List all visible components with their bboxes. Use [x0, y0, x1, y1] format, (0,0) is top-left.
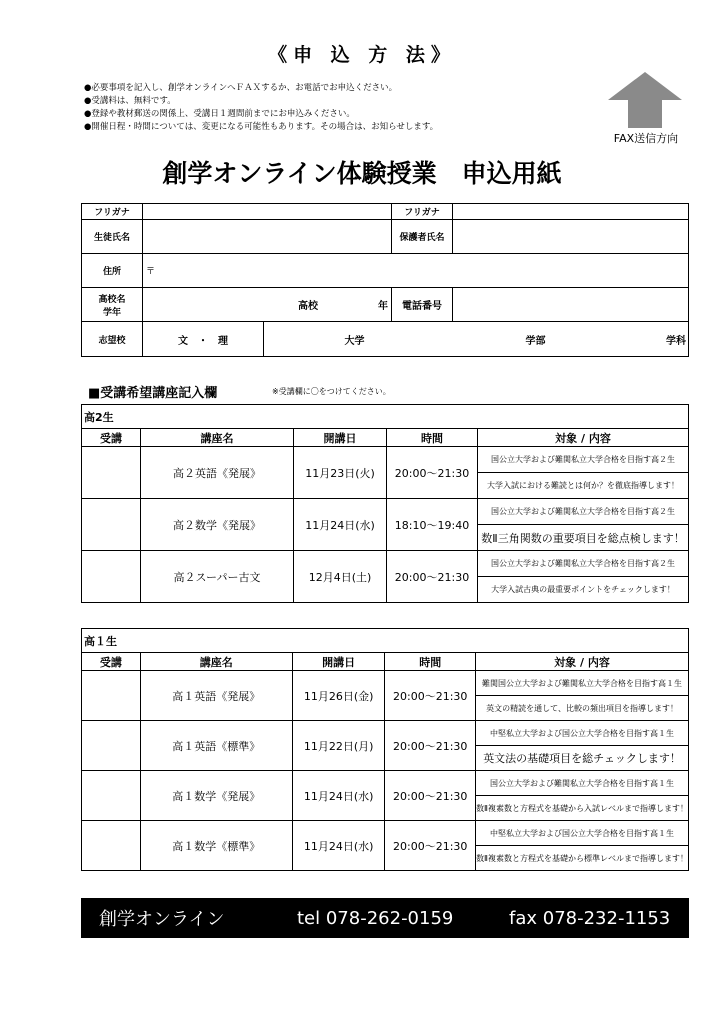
course-section-note: ※受講欄に〇をつけてください。 — [272, 387, 391, 396]
guardian-name-field[interactable] — [453, 220, 689, 254]
fax-direction-label: FAX送信方向 — [613, 132, 679, 145]
course-time: 20:00～21:30 — [385, 771, 476, 821]
course-time: 20:00～21:30 — [385, 721, 476, 771]
high-school-text: 高校 — [298, 301, 318, 312]
course-name: 高２数学《発展》 — [141, 499, 294, 551]
course-content: 数Ⅱ三角関数の重要項目を総点検します！ — [478, 525, 689, 551]
course-date: 11月26日(金) — [292, 671, 385, 721]
attend-checkbox[interactable] — [82, 671, 141, 721]
course-time: 20:00～21:30 — [385, 671, 476, 721]
course-name: 高２スーパー古文 — [141, 551, 294, 603]
instruction-line: ●登録や教材郵送の関係上、受講日１週間前までにお申込みください。 — [84, 109, 355, 119]
course-content: 数Ⅱ複素数と方程式を基礎から標準レベルまで指導します！ — [476, 846, 689, 871]
course-name: 高１英語《標準》 — [140, 721, 292, 771]
table-row — [82, 771, 689, 796]
instruction-line: ●開催日程・時間については、変更になる可能性もあります。その場合は、お知らせします。 — [84, 122, 439, 132]
course-date: 12月4日(土) — [294, 551, 387, 603]
col-date: 開講日 — [292, 653, 385, 671]
course-target: 難関国公立大学および難関私立大学合格を目指す高１生 — [476, 671, 689, 696]
course-target: 国公立大学および難関私立大学合格を目指す高２生 — [478, 499, 689, 525]
student-furigana-field[interactable] — [143, 204, 392, 220]
course-name: 高１数学《標準》 — [140, 821, 292, 871]
course-date: 11月24日(水) — [294, 499, 387, 551]
course-content: 英文の精読を通して、比較の頻出項目を指導します！ — [476, 696, 689, 721]
course-content: 大学入試古典の最重要ポイントをチェックします！ — [478, 577, 689, 603]
course-date: 11月24日(水) — [292, 771, 385, 821]
attend-checkbox[interactable] — [82, 721, 141, 771]
table-row — [82, 447, 689, 473]
col-attend: 受講 — [82, 653, 141, 671]
col-course: 講座名 — [141, 429, 294, 447]
faculty-text: 学部 — [525, 335, 546, 347]
school-field[interactable] — [143, 288, 392, 322]
school-name-label: 高校名 — [98, 294, 126, 305]
course-target: 国公立大学および難関私立大学合格を目指す高２生 — [478, 551, 689, 577]
grade1-course-table — [81, 628, 689, 871]
student-name-label: 生徒氏名 — [82, 220, 143, 254]
university-text: 大学 — [344, 335, 365, 347]
footer-tel[interactable]: tel 078-262-0159 — [297, 907, 454, 929]
course-target: 国公立大学および難関私立大学合格を目指す高１生 — [476, 771, 689, 796]
course-target: 中堅私立大学および国公立大学合格を目指す高１生 — [476, 721, 689, 746]
course-time: 20:00～21:30 — [387, 551, 478, 603]
application-form — [81, 203, 689, 357]
address-label: 住所 — [82, 254, 143, 288]
student-name-field[interactable] — [143, 220, 392, 254]
furigana-label-2: フリガナ — [392, 204, 453, 220]
attend-checkbox[interactable] — [82, 821, 141, 871]
grade1-label: 高１生 — [82, 629, 689, 653]
guardian-name-label: 保護者氏名 — [392, 220, 453, 254]
course-name: 高２英語《発展》 — [141, 447, 294, 499]
table-row — [82, 721, 689, 746]
school-label — [82, 288, 143, 322]
course-time: 20:00～21:30 — [385, 821, 476, 871]
attend-checkbox[interactable] — [82, 499, 141, 551]
course-target: 中堅私立大学および国公立大学合格を目指す高１生 — [476, 821, 689, 846]
course-time: 18:10～19:40 — [387, 499, 478, 551]
footer-bar — [81, 898, 689, 938]
attend-checkbox[interactable] — [82, 771, 141, 821]
attend-checkbox[interactable] — [82, 447, 141, 499]
course-section-heading: ■受講希望講座記入欄 — [88, 386, 218, 401]
col-time: 時間 — [385, 653, 476, 671]
target-school-label: 志望校 — [82, 322, 143, 357]
col-time: 時間 — [387, 429, 478, 447]
postal-mark: 〒 — [146, 267, 156, 277]
form-title: 創学オンライン体験授業 申込用紙 — [162, 159, 562, 188]
phone-field[interactable] — [453, 288, 689, 322]
table-row — [82, 671, 689, 696]
course-content: 英文法の基礎項目を総チェックします！ — [476, 746, 689, 771]
course-content: 大学入試における難読とは何か？を徹底指導します！ — [478, 473, 689, 499]
footer-company: 創学オンライン — [99, 909, 225, 930]
address-field[interactable] — [143, 254, 689, 288]
course-date: 11月24日(水) — [292, 821, 385, 871]
year-text: 年 — [378, 301, 388, 312]
grade-label: 学年 — [102, 307, 121, 318]
course-date: 11月22日(月) — [292, 721, 385, 771]
table-row — [82, 551, 689, 577]
col-target: 対象 / 内容 — [478, 429, 689, 447]
attend-checkbox[interactable] — [82, 551, 141, 603]
col-date: 開講日 — [294, 429, 387, 447]
guardian-furigana-field[interactable] — [453, 204, 689, 220]
course-name: 高１英語《発展》 — [140, 671, 292, 721]
table-row — [82, 499, 689, 525]
course-content: 数Ⅱ複素数と方程式を基礎から入試レベルまで指導します！ — [476, 796, 689, 821]
page-title: 《申 込 方 法》 — [268, 44, 456, 66]
col-course: 講座名 — [140, 653, 292, 671]
phone-label: 電話番号 — [392, 288, 453, 322]
furigana-label: フリガナ — [82, 204, 143, 220]
footer-fax[interactable]: fax 078-232-1153 — [509, 907, 671, 929]
course-name: 高１数学《発展》 — [140, 771, 292, 821]
col-attend: 受講 — [82, 429, 141, 447]
grade2-label: 高2生 — [82, 405, 689, 429]
course-time: 20:00～21:30 — [387, 447, 478, 499]
instruction-line: ●受講料は、無料です。 — [84, 96, 176, 106]
grade2-course-table — [81, 404, 689, 603]
course-target: 国公立大学および難関私立大学合格を目指す高２生 — [478, 447, 689, 473]
target-school-field[interactable] — [143, 322, 689, 357]
col-target: 対象 / 内容 — [476, 653, 689, 671]
department-text: 学科 — [666, 335, 686, 347]
stream-choice[interactable]: 文 ・ 理 — [143, 322, 264, 356]
instruction-line: ●必要事項を記入し、創学オンラインへＦＡＸするか、お電話でお申込ください。 — [84, 83, 398, 93]
course-date: 11月23日(火) — [294, 447, 387, 499]
table-row — [82, 821, 689, 846]
instructions — [84, 82, 438, 134]
